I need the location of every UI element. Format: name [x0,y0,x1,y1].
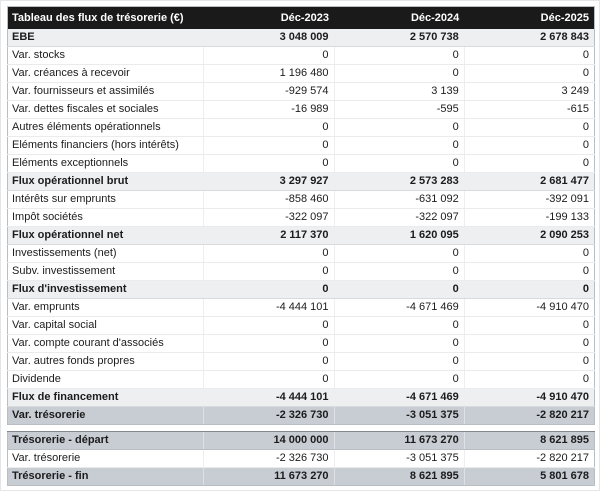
table-row [8,335,595,353]
row-value: -199 133 [464,209,594,227]
row-label: Var. emprunts [8,299,204,317]
row-label: Var. dettes fiscales et sociales [8,101,204,119]
row-value: 0 [464,281,594,299]
row-value: 0 [334,317,464,335]
table-header-row [8,7,595,30]
table-row [8,281,595,299]
table-row [8,137,595,155]
table-row [8,227,595,245]
row-label: Trésorerie - départ [8,432,204,450]
row-value: -2 326 730 [204,450,334,468]
row-label: Var. créances à recevoir [8,65,204,83]
row-label: Flux opérationnel net [8,227,204,245]
table-row [8,191,595,209]
table-row [8,47,595,65]
table-row [8,353,595,371]
row-label: Var. fournisseurs et assimilés [8,83,204,101]
row-value: 0 [204,371,334,389]
row-value: -4 671 469 [334,389,464,407]
row-value: 5 801 678 [464,468,594,486]
row-value: -4 671 469 [334,299,464,317]
table-row [8,317,595,335]
row-label: Eléments financiers (hors intérêts) [8,137,204,155]
row-value: 0 [464,317,594,335]
row-value: 1 620 095 [334,227,464,245]
row-value: -615 [464,101,594,119]
table-row [8,407,595,425]
table-row [8,209,595,227]
row-value: 3 048 009 [204,29,334,47]
row-label: Dividende [8,371,204,389]
row-value: -3 051 375 [334,450,464,468]
row-value: 0 [204,281,334,299]
row-label: Var. capital social [8,317,204,335]
row-label: Var. trésorerie [8,407,204,425]
column-header-dec-2025: Déc-2025 [464,7,594,30]
row-label: Var. compte courant d'associés [8,335,204,353]
row-label: Flux de financement [8,389,204,407]
row-value: 0 [464,353,594,371]
table-row [8,155,595,173]
row-value: 0 [464,245,594,263]
row-value: -2 820 217 [464,450,594,468]
row-value: -322 097 [334,209,464,227]
row-label: Impôt sociétés [8,209,204,227]
row-value: 0 [204,335,334,353]
row-value: 8 621 895 [464,432,594,450]
row-value: -595 [334,101,464,119]
row-value: 0 [464,47,594,65]
row-value: 2 117 370 [204,227,334,245]
table-row [8,432,595,450]
table-row [8,468,595,486]
row-label: Flux opérationnel brut [8,173,204,191]
row-value: 3 249 [464,83,594,101]
row-value: -16 989 [204,101,334,119]
cash-flow-table [7,6,595,425]
row-value: 2 681 477 [464,173,594,191]
table-row [8,29,595,47]
row-value: -2 326 730 [204,407,334,425]
table-row [8,371,595,389]
row-value: -929 574 [204,83,334,101]
row-label: Flux d'investissement [8,281,204,299]
row-value: 0 [334,371,464,389]
row-value: 0 [334,281,464,299]
row-value: 0 [334,263,464,281]
table-title: Tableau des flux de trésorerie (€) [8,7,204,30]
row-value: 0 [204,155,334,173]
row-value: -2 820 217 [464,407,594,425]
row-label: Intérêts sur emprunts [8,191,204,209]
table-row [8,389,595,407]
row-value: 0 [204,263,334,281]
row-value: 0 [334,65,464,83]
row-value: 0 [464,65,594,83]
row-label: Trésorerie - fin [8,468,204,486]
table-row [8,263,595,281]
row-label: Subv. investissement [8,263,204,281]
row-value: 3 297 927 [204,173,334,191]
row-value: 0 [204,245,334,263]
row-label: Var. trésorerie [8,450,204,468]
row-value: 14 000 000 [204,432,334,450]
row-value: 2 573 283 [334,173,464,191]
table-row [8,119,595,137]
table-row [8,299,595,317]
row-value: 2 678 843 [464,29,594,47]
row-label: Investissements (net) [8,245,204,263]
row-value: 2 570 738 [334,29,464,47]
treasury-summary-table [7,431,595,486]
column-header-dec-2024: Déc-2024 [334,7,464,30]
table-row [8,101,595,119]
row-value: 0 [334,119,464,137]
row-value: -3 051 375 [334,407,464,425]
table-row [8,450,595,468]
row-label: Var. stocks [8,47,204,65]
row-value: 0 [464,263,594,281]
row-value: 0 [334,245,464,263]
row-value: 11 673 270 [334,432,464,450]
row-value: -858 460 [204,191,334,209]
table-row [8,173,595,191]
table-row [8,83,595,101]
row-value: 0 [204,353,334,371]
row-value: -4 910 470 [464,299,594,317]
row-value: 0 [334,335,464,353]
row-value: -4 444 101 [204,389,334,407]
row-value: 0 [334,47,464,65]
table-row [8,65,595,83]
row-value: 0 [464,137,594,155]
row-label: Eléments exceptionnels [8,155,204,173]
row-value: 0 [464,155,594,173]
row-value: -4 444 101 [204,299,334,317]
row-value: 2 090 253 [464,227,594,245]
row-value: 0 [464,335,594,353]
row-value: 0 [204,119,334,137]
row-label: EBE [8,29,204,47]
row-value: 0 [334,353,464,371]
column-header-dec-2023: Déc-2023 [204,7,334,30]
row-value: 1 196 480 [204,65,334,83]
row-value: 0 [204,317,334,335]
row-label: Var. autres fonds propres [8,353,204,371]
table-row [8,245,595,263]
row-value: 0 [334,137,464,155]
row-value: -4 910 470 [464,389,594,407]
row-value: -392 091 [464,191,594,209]
row-value: 0 [204,137,334,155]
row-value: -322 097 [204,209,334,227]
row-value: 0 [204,47,334,65]
row-value: 3 139 [334,83,464,101]
row-value: 8 621 895 [334,468,464,486]
row-value: 0 [464,371,594,389]
row-value: -631 092 [334,191,464,209]
row-value: 0 [464,119,594,137]
row-value: 0 [334,155,464,173]
row-label: Autres éléments opérationnels [8,119,204,137]
row-value: 11 673 270 [204,468,334,486]
